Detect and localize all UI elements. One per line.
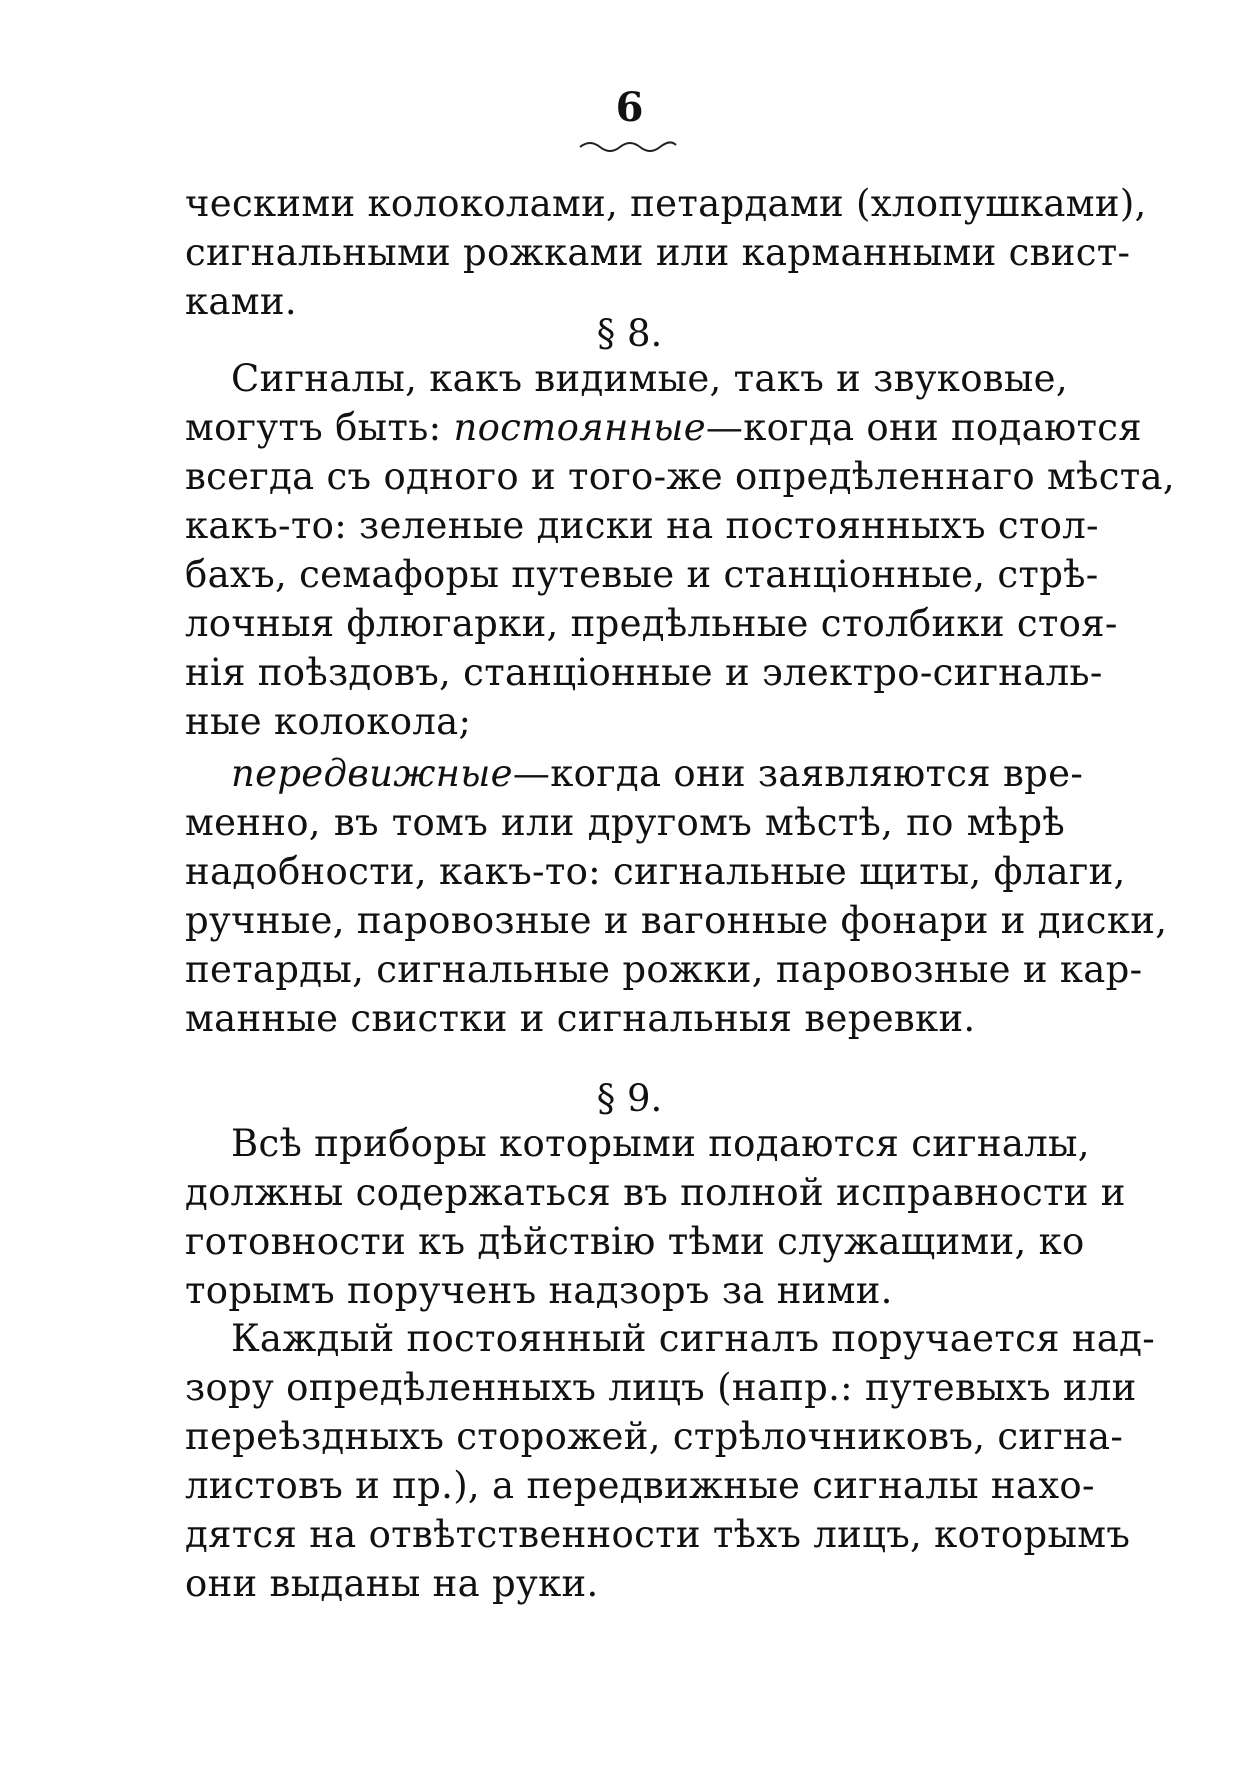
text-line: надобности, какъ-то: сигнальные щиты, флаги, — [185, 850, 1126, 893]
text-line: сигнальными рожками или карманными свист- — [185, 231, 1131, 274]
text-line: ками. — [185, 280, 297, 323]
text-line: менно, въ томъ или другомъ мѣстѣ, по мѣрѣ — [185, 801, 1065, 844]
section-8-paragraph-1 — [185, 357, 1175, 752]
ornament-divider-icon — [578, 138, 678, 152]
text-line: Сигналы, какъ видимые, такъ и звуковые, — [231, 357, 1068, 400]
text-line: ручные, паровозные и вагонные фонари и диски, — [185, 899, 1168, 942]
text-line: торымъ порученъ надзоръ за ними. — [185, 1269, 893, 1312]
text-line: дятся на отвѣтственности тѣхъ лицъ, которымъ — [185, 1513, 1131, 1556]
text-line: Каждый постоянный сигналъ поручается над- — [231, 1317, 1156, 1360]
text-span: —когда они подаются — [705, 406, 1142, 449]
term-italic: постоянные — [453, 406, 706, 449]
section-8-paragraph-2 — [185, 752, 1168, 1049]
text-line: ные колокола; — [185, 700, 472, 743]
section-heading-9: § 9. — [596, 1077, 663, 1120]
text-line: нія поѣздовъ, станціонные и электро-сигналь- — [185, 651, 1103, 694]
section-9-paragraph-1 — [185, 1122, 1126, 1321]
text-line: переѣздныхъ сторожей, стрѣлочниковъ, сигна- — [185, 1415, 1124, 1458]
text-line: какъ-то: зеленые диски на постоянныхъ стол- — [185, 504, 1099, 547]
text-line: готовности къ дѣйствію тѣми служащими, ко — [185, 1220, 1085, 1263]
section-heading-8: § 8. — [596, 312, 663, 355]
text-line: должны содержаться въ полной исправности и — [185, 1171, 1126, 1214]
section-9-paragraph-2 — [185, 1317, 1156, 1614]
text-line — [185, 752, 1084, 804]
text-span: могутъ быть: — [185, 406, 454, 449]
text-line: бахъ, семафоры путевые и станціонные, стрѣ- — [185, 553, 1099, 596]
text-line: листовъ и пр.), а передвижные сигналы нахо- — [185, 1464, 1095, 1507]
page-number: 6 — [615, 84, 644, 131]
text-line: ческими колоколами, петардами (хлопушками), — [185, 182, 1147, 225]
text-line — [185, 406, 1142, 458]
text-line: лочныя флюгарки, предѣльные столбики стоя- — [185, 602, 1118, 645]
text-line: петарды, сигнальные рожки, паровозные и кар- — [185, 948, 1143, 991]
text-line: манные свистки и сигнальныя веревки. — [185, 997, 976, 1040]
text-line: зору опредѣленныхъ лицъ (напр.: путевыхъ или — [185, 1366, 1137, 1409]
text-span: —когда они заявляются вре- — [512, 752, 1084, 795]
text-line: всегда съ одного и того-же опредѣленнаго мѣста, — [185, 455, 1175, 498]
continuation-paragraph — [185, 182, 1147, 332]
term-italic: передвижные — [231, 752, 513, 795]
text-line: Всѣ приборы которыми подаются сигналы, — [231, 1122, 1090, 1165]
text-line: они выданы на руки. — [185, 1562, 599, 1605]
